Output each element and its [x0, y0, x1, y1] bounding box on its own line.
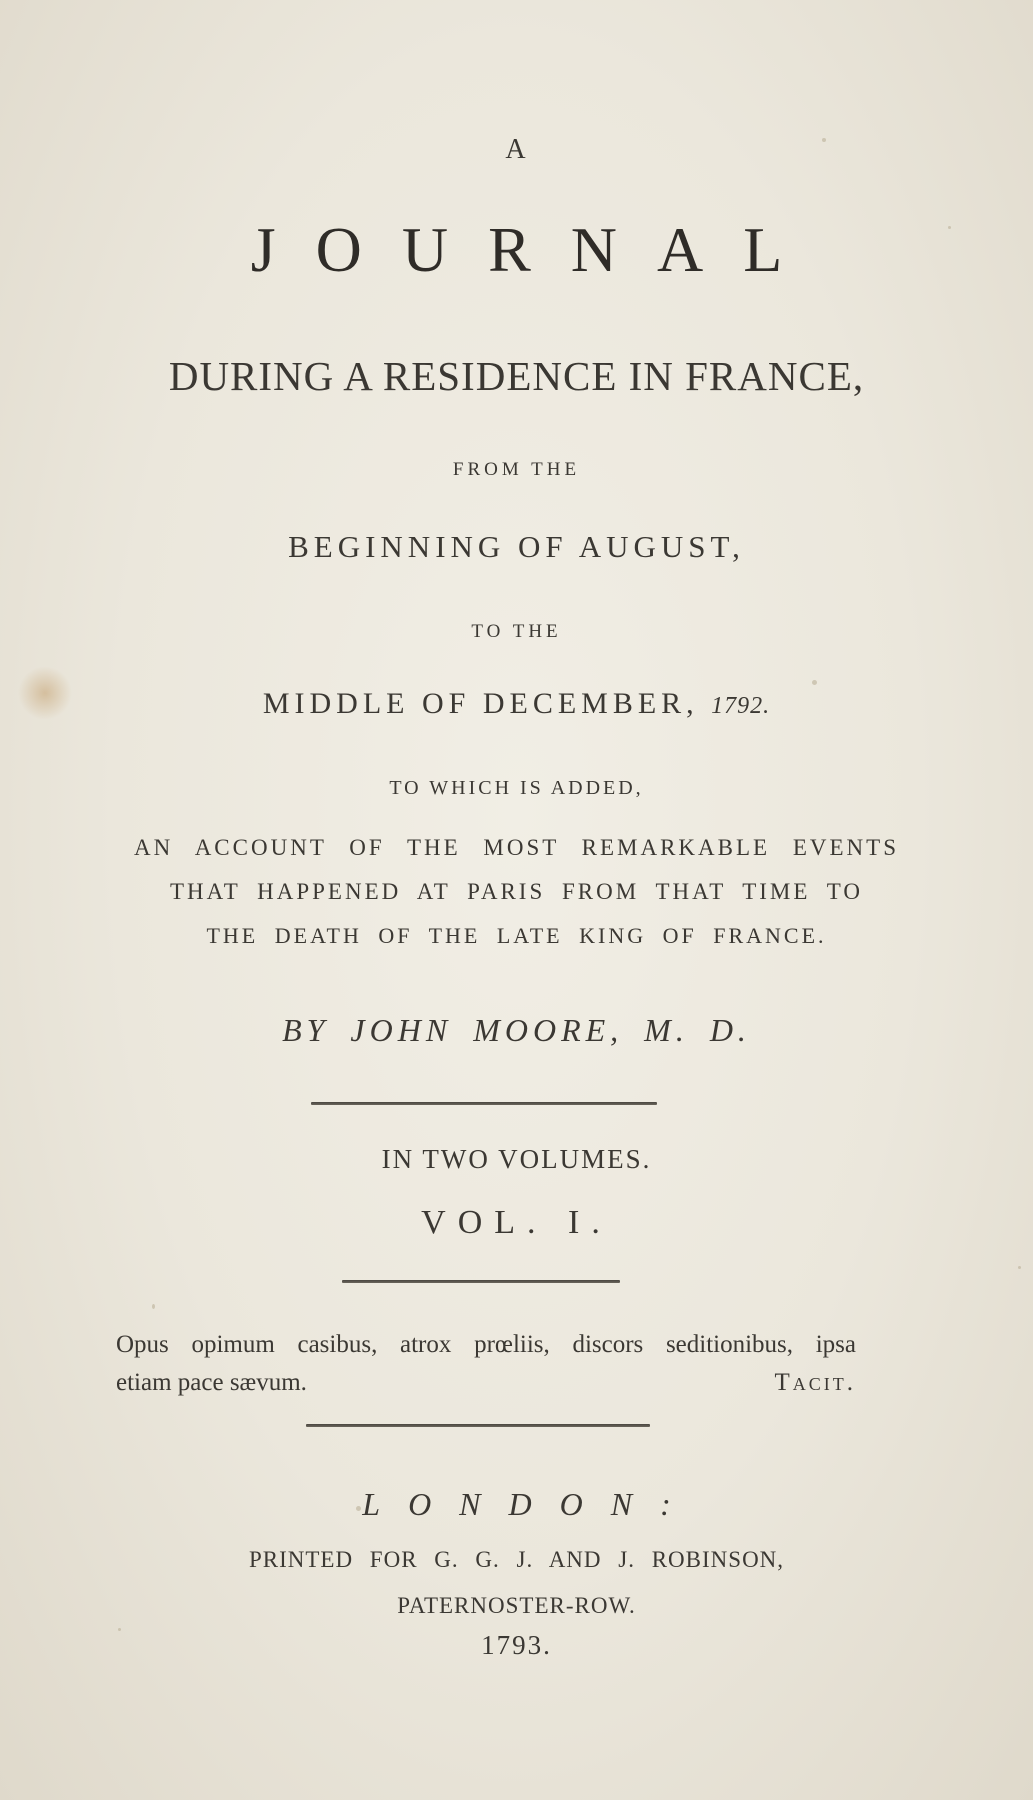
start-date-line: BEGINNING OF AUGUST, — [288, 529, 745, 564]
epigraph — [116, 1326, 856, 1402]
imprint-address: PATERNOSTER-ROW. — [397, 1593, 636, 1618]
divider-rule — [342, 1280, 620, 1283]
epigraph-line-last — [116, 1364, 856, 1402]
imprint-year: 1793. — [481, 1630, 552, 1660]
volume-number: VOL. I. — [421, 1204, 612, 1241]
added-line: TO WHICH IS ADDED, — [389, 777, 644, 799]
epigraph-text: etiam pace sævum. — [116, 1369, 307, 1396]
imprint-city: LONDON: — [362, 1486, 699, 1522]
from-line: FROM THE — [452, 459, 581, 480]
account-line: THE DEATH OF THE LATE KING OF FRANCE. — [206, 923, 827, 948]
paper-speck — [118, 1628, 121, 1631]
epigraph-line: Opus opimum casibus, atrox prœliis, discors seditionibus, ipsa — [116, 1331, 856, 1358]
paper-speck — [152, 1304, 155, 1309]
imprint-printer: PRINTED FOR G. G. J. AND J. ROBINSON, — [248, 1547, 785, 1572]
paper-speck — [812, 680, 817, 685]
account-line: THAT HAPPENED AT PARIS FROM THAT TIME TO — [170, 879, 863, 904]
end-date-text: MIDDLE OF DECEMBER, — [262, 687, 699, 720]
divider-rule — [306, 1424, 650, 1427]
to-line: TO THE — [471, 621, 562, 642]
end-date-line — [0, 689, 1033, 719]
divider-rule — [311, 1102, 657, 1105]
epigraph-attribution: Tacit. — [774, 1369, 856, 1396]
author-line: BY JOHN MOORE, M. D. — [282, 1012, 751, 1048]
subtitle: DURING A RESIDENCE IN FRANCE, — [168, 353, 865, 399]
end-year: 1792. — [711, 693, 771, 719]
volumes-line: IN TWO VOLUMES. — [381, 1144, 652, 1174]
title-article: A — [505, 134, 528, 165]
account-line: AN ACCOUNT OF THE MOST REMARKABLE EVENTS — [134, 835, 899, 860]
book-title: JOURNAL — [250, 214, 823, 285]
paper-speck — [1018, 1266, 1021, 1269]
